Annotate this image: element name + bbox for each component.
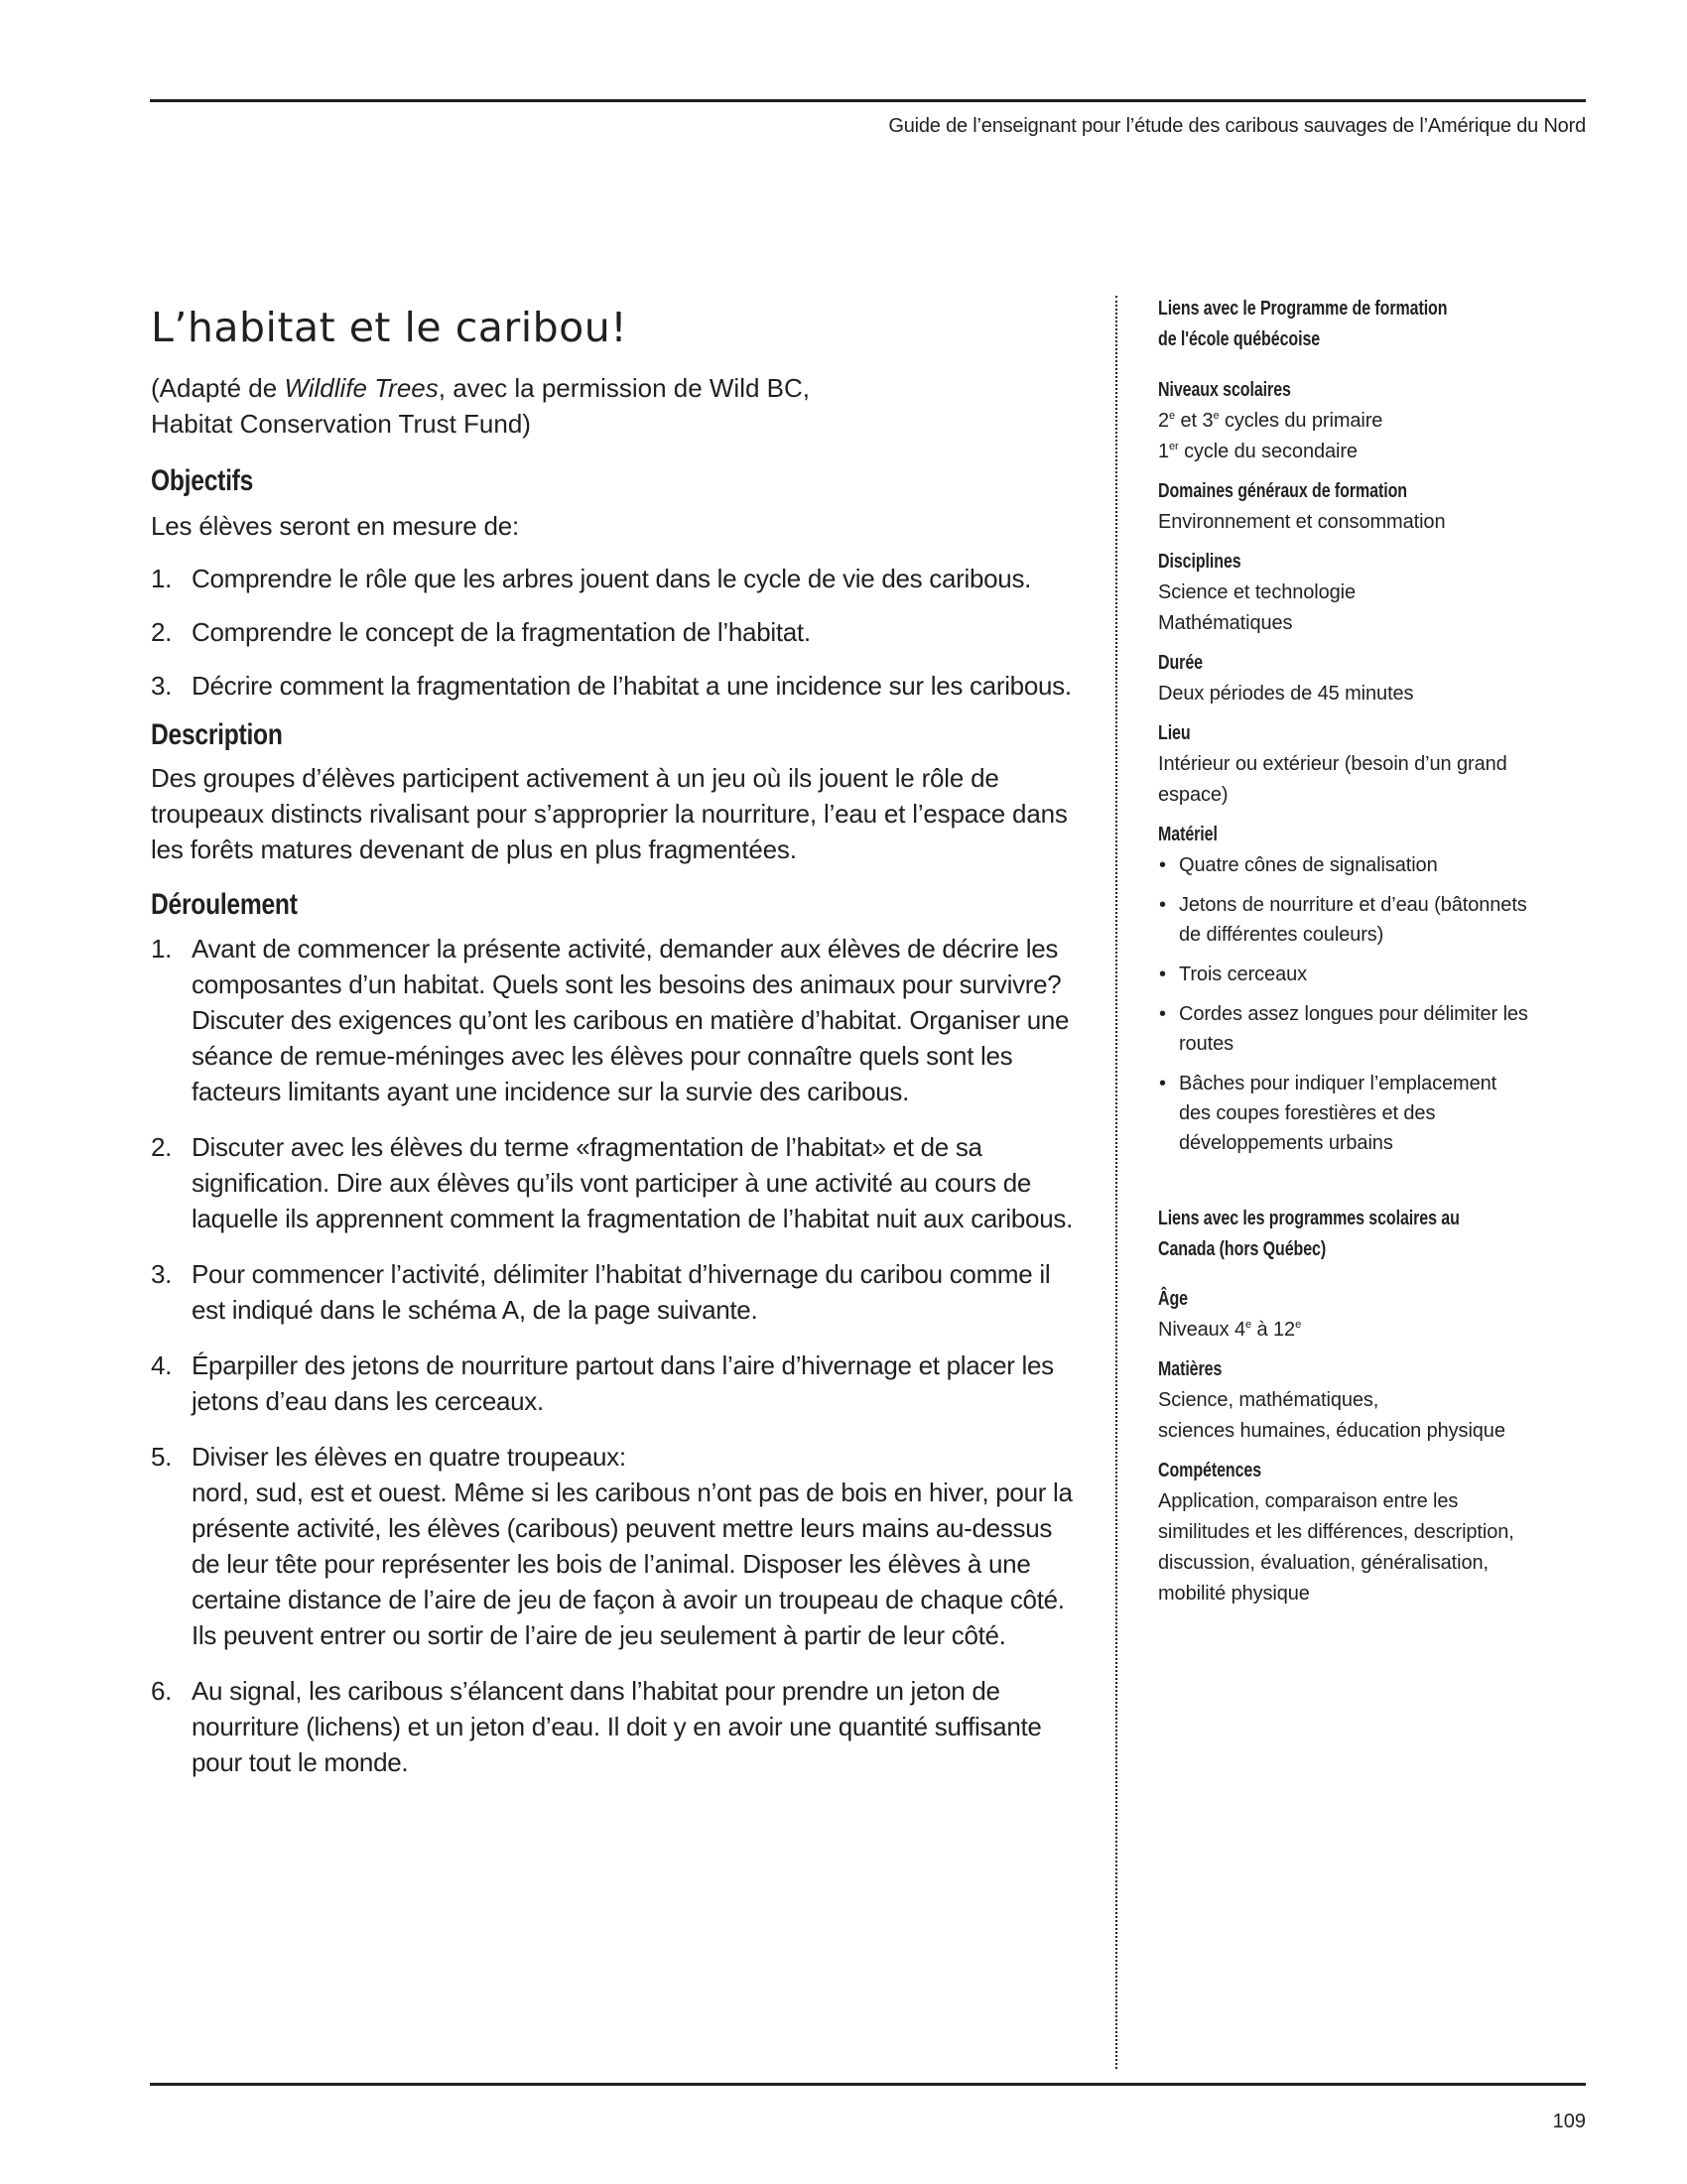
niveaux-label: Niveaux scolaires bbox=[1158, 379, 1291, 401]
list-number: 6. bbox=[151, 1676, 173, 1706]
niveaux-line1: 2e et 3e cycles du primaire bbox=[1158, 410, 1383, 432]
competences-line1: Application, comparaison entre les bbox=[1158, 1490, 1459, 1512]
lieu-line1: Intérieur ou extérieur (besoin d’un grand bbox=[1158, 753, 1507, 775]
list-item bbox=[151, 1348, 1074, 1419]
materiel-item-text: routes bbox=[1179, 1033, 1233, 1055]
header-rule bbox=[150, 99, 1586, 102]
bullet-icon: • bbox=[1159, 854, 1166, 876]
materiel-item-text: Trois cerceaux bbox=[1179, 964, 1308, 985]
list-number: 3. bbox=[151, 1259, 173, 1289]
materiel-item bbox=[1158, 850, 1595, 880]
competences-line3: discussion, évaluation, généralisation, bbox=[1158, 1552, 1489, 1574]
disciplines-label: Disciplines bbox=[1158, 551, 1241, 573]
objectifs-list bbox=[151, 561, 1074, 704]
list-number: 3. bbox=[151, 671, 173, 701]
source-credit bbox=[151, 370, 1074, 442]
list-text: Éparpiller des jetons de nourriture partout dans l’aire d’hivernage et placer les jetons d’eau dans les cerceaux. bbox=[192, 1350, 1054, 1416]
canada-heading-line1: Liens avec les programmes scolaires au bbox=[1158, 1208, 1460, 1229]
section-heading-deroulement: Déroulement bbox=[151, 888, 298, 921]
list-text: Au signal, les caribous s’élancent dans l’habitat pour prendre un jeton de nourriture (lichens) et un jeton d’eau. Il doit y en avoir une quantité suffisante pour tout le monde. bbox=[192, 1676, 1042, 1777]
list-text: Discuter avec les élèves du terme «fragmentation de l’habitat» et de sa signification. Dire aux élèves qu’ils vont participer à une activité au cours de laquelle ils apprennent comment la fragmentation de l’habitat nuit aux caribous. bbox=[192, 1132, 1073, 1233]
list-number: 2. bbox=[151, 617, 173, 647]
bullet-icon: • bbox=[1159, 1003, 1166, 1025]
list-number: 5. bbox=[151, 1442, 173, 1472]
age-label: Âge bbox=[1158, 1288, 1188, 1310]
materiel-item-text: développements urbains bbox=[1179, 1132, 1393, 1154]
materiel-list bbox=[1158, 850, 1595, 1158]
list-item bbox=[151, 1673, 1074, 1780]
list-text-continued: nord, sud, est et ouest. Même si les caribous n’ont pas de bois en hiver, pour la présente activité, les élèves (caribous) peuvent mettre leurs mains au-dessus de leur tête pour représenter les bois de l’animal. Disposer les élèves à une certaine distance de l’aire de jeu de façon à avoir un troupeau de chaque côté. Ils peuvent entrer ou sortir de l’aire de jeu seulement à partir de leur côté. bbox=[192, 1477, 1073, 1650]
domaines-value: Environnement et consommation bbox=[1158, 511, 1446, 533]
list-number: 4. bbox=[151, 1350, 173, 1380]
materiel-item-text: de différentes couleurs) bbox=[1179, 924, 1384, 946]
credit-line2: Habitat Conservation Trust Fund) bbox=[151, 409, 531, 439]
list-text: Comprendre le rôle que les arbres jouent dans le cycle de vie des caribous. bbox=[192, 564, 1032, 593]
list-item bbox=[151, 561, 1074, 596]
list-number: 1. bbox=[151, 934, 173, 964]
niveaux-line2: 1er cycle du secondaire bbox=[1158, 441, 1358, 462]
credit-title: Wildlife Trees bbox=[284, 373, 439, 403]
canada-heading-line2: Canada (hors Québec) bbox=[1158, 1238, 1327, 1260]
lieu-label: Lieu bbox=[1158, 722, 1191, 744]
materiel-item bbox=[1158, 999, 1595, 1059]
disciplines-line2: Mathématiques bbox=[1158, 612, 1293, 634]
description-text: Des groupes d’élèves participent activement à un jeu où ils jouent le rôle de troupeaux distincts rivalisant pour s’approprier la nourriture, l’eau et l’espace dans les forêts matures devenant de plus en plus fragmentées. bbox=[151, 763, 1068, 864]
page-number: 109 bbox=[1552, 2111, 1586, 2132]
materiel-item bbox=[1158, 960, 1595, 989]
quebec-heading-line1: Liens avec le Programme de formation bbox=[1158, 298, 1448, 320]
deroulement-list bbox=[151, 931, 1074, 1780]
materiel-item-text: Bâches pour indiquer l’emplacement bbox=[1179, 1073, 1497, 1094]
bullet-icon: • bbox=[1159, 894, 1166, 916]
sidebar bbox=[1158, 294, 1595, 1609]
materiel-item-text: Quatre cônes de signalisation bbox=[1179, 854, 1438, 876]
materiel-label: Matériel bbox=[1158, 824, 1218, 845]
list-number: 2. bbox=[151, 1132, 173, 1162]
matieres-label: Matières bbox=[1158, 1358, 1223, 1380]
disciplines-line1: Science et technologie bbox=[1158, 581, 1357, 603]
section-heading-objectifs: Objectifs bbox=[151, 464, 254, 497]
quebec-heading-line2: de l'école québécoise bbox=[1158, 328, 1321, 350]
age-value: Niveaux 4e à 12e bbox=[1158, 1319, 1302, 1341]
list-text: Avant de commencer la présente activité, demander aux élèves de décrire les composantes d’un habitat. Quels sont les besoins des animaux pour survivre? Discuter des exigences qu’ont les caribous en matière d’habitat. Organiser une séance de remue-méninges avec les élèves pour connaître quels sont les facteurs limitants ayant une incidence sur la survie des caribous. bbox=[192, 934, 1070, 1106]
list-item bbox=[151, 668, 1074, 704]
page-title: L’habitat et le caribou! bbox=[151, 304, 628, 351]
matieres-line2: sciences humaines, éducation physique bbox=[1158, 1420, 1505, 1442]
list-item bbox=[151, 614, 1074, 650]
list-text: Diviser les élèves en quatre troupeaux: bbox=[192, 1442, 626, 1472]
list-item bbox=[151, 1129, 1074, 1236]
credit-suffix: , avec la permission de Wild BC, bbox=[438, 373, 811, 403]
competences-label: Compétences bbox=[1158, 1460, 1262, 1481]
duree-value: Deux périodes de 45 minutes bbox=[1158, 683, 1414, 705]
materiel-item-text: Jetons de nourriture et d’eau (bâtonnets bbox=[1179, 894, 1527, 916]
list-item bbox=[151, 1439, 1074, 1653]
list-number: 1. bbox=[151, 564, 173, 593]
list-item bbox=[151, 1256, 1074, 1328]
list-item bbox=[151, 931, 1074, 1109]
materiel-item bbox=[1158, 1069, 1595, 1158]
running-head: Guide de l’enseignant pour l’étude des caribous sauvages de l’Amérique du Nord bbox=[888, 115, 1586, 137]
domaines-label: Domaines généraux de formation bbox=[1158, 480, 1407, 502]
objectifs-intro: Les élèves seront en mesure de: bbox=[151, 511, 520, 541]
bullet-icon: • bbox=[1159, 964, 1166, 985]
list-text: Pour commencer l’activité, délimiter l’habitat d’hivernage du caribou comme il est indiqué dans le schéma A, de la page suivante. bbox=[192, 1259, 1051, 1325]
competences-line4: mobilité physique bbox=[1158, 1583, 1310, 1605]
section-heading-description: Description bbox=[151, 718, 283, 751]
list-text: Comprendre le concept de la fragmentation de l’habitat. bbox=[192, 617, 811, 647]
column-divider bbox=[1115, 296, 1117, 2069]
footer-rule bbox=[150, 2083, 1586, 2086]
materiel-item bbox=[1158, 890, 1595, 950]
competences-line2: similitudes et les différences, description, bbox=[1158, 1521, 1514, 1543]
main-column bbox=[151, 298, 1074, 1780]
matieres-line1: Science, mathématiques, bbox=[1158, 1389, 1379, 1411]
lieu-line2: espace) bbox=[1158, 784, 1229, 806]
bullet-icon: • bbox=[1159, 1073, 1166, 1094]
duree-label: Durée bbox=[1158, 652, 1203, 674]
materiel-item-text: Cordes assez longues pour délimiter les bbox=[1179, 1003, 1528, 1025]
list-text: Décrire comment la fragmentation de l’habitat a une incidence sur les caribous. bbox=[192, 671, 1072, 701]
materiel-item-text: des coupes forestières et des bbox=[1179, 1102, 1436, 1124]
credit-prefix: (Adapté de bbox=[151, 373, 285, 403]
